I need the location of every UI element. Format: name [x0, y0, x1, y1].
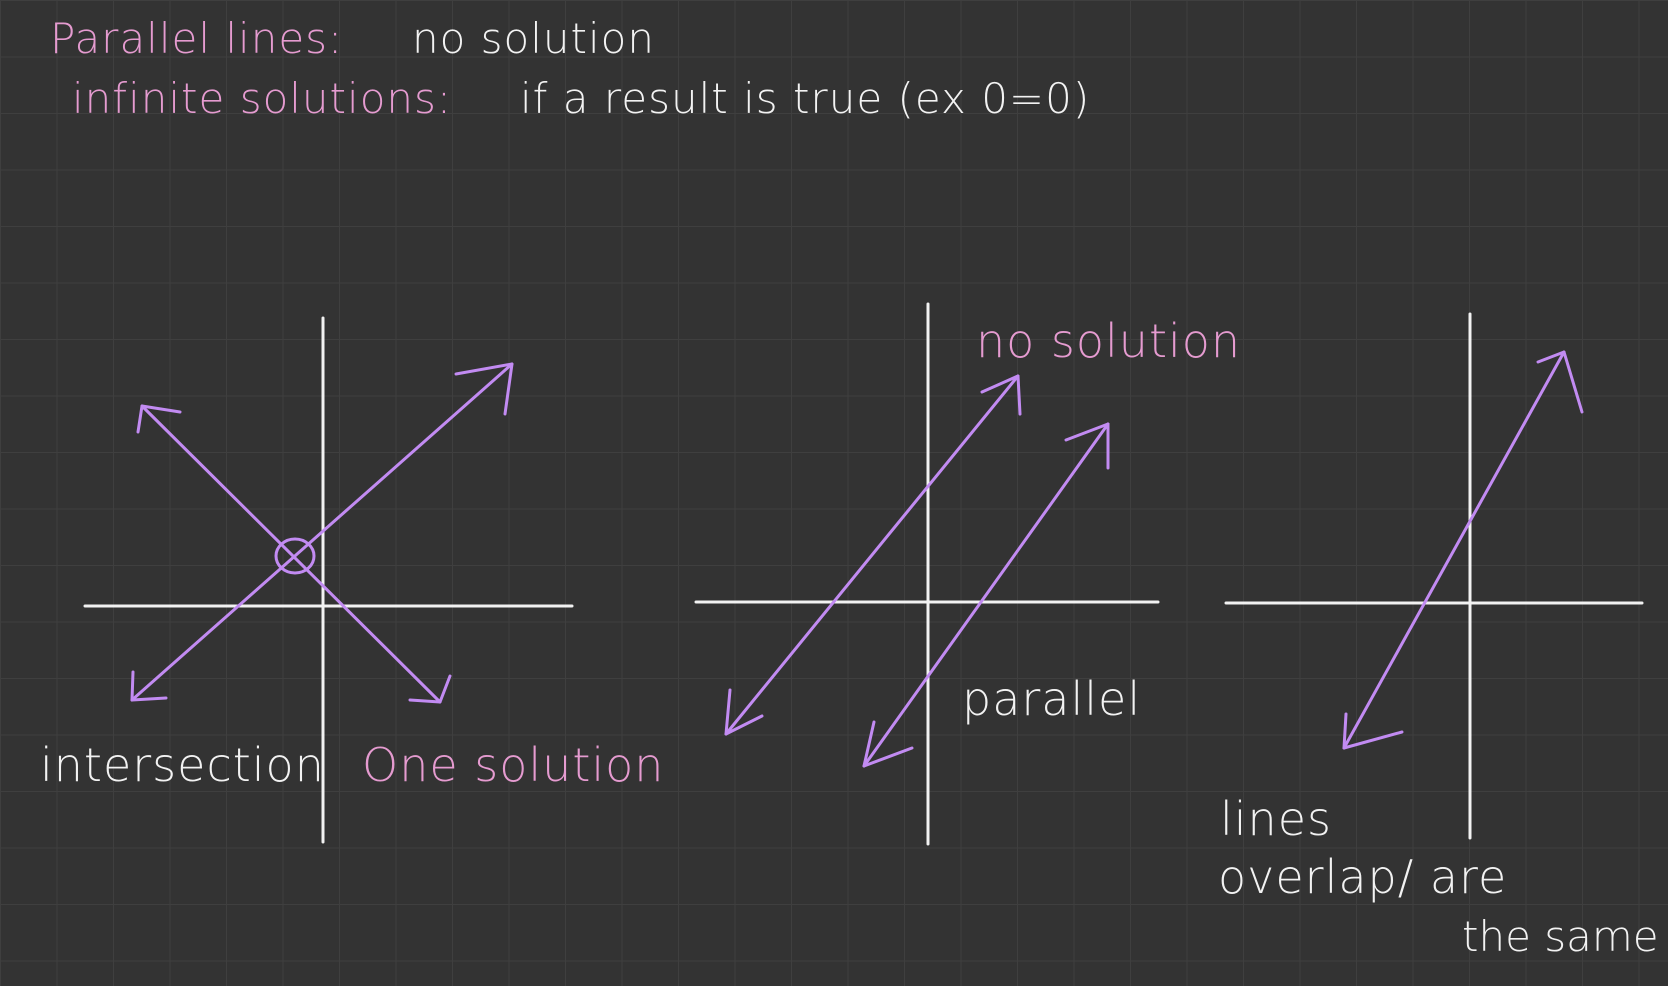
header-value-no-solution: no solution: [412, 14, 655, 63]
graph-three-caption-line2: overlap/ are: [1218, 850, 1508, 904]
header-label-parallel: Parallel lines:: [50, 14, 344, 63]
graph-two: [696, 304, 1158, 844]
graph-two-caption: parallel: [962, 672, 1142, 726]
graph-two-result: no solution: [976, 314, 1242, 368]
graph-one-caption: intersection: [40, 738, 325, 792]
graph-three: [1226, 314, 1642, 838]
graph-one-result: One solution: [362, 738, 665, 792]
header-value-true-result: if a result is true (ex 0=0): [520, 74, 1091, 123]
arrow-head-icon: [864, 722, 912, 766]
graph-three-line: [1344, 352, 1564, 748]
header-label-infinite: infinite solutions:: [72, 74, 453, 123]
graph-one-line-a: [142, 406, 440, 702]
graph-three-caption-line3: the same: [1462, 912, 1659, 961]
graph-three-caption-line1: lines: [1220, 792, 1332, 846]
